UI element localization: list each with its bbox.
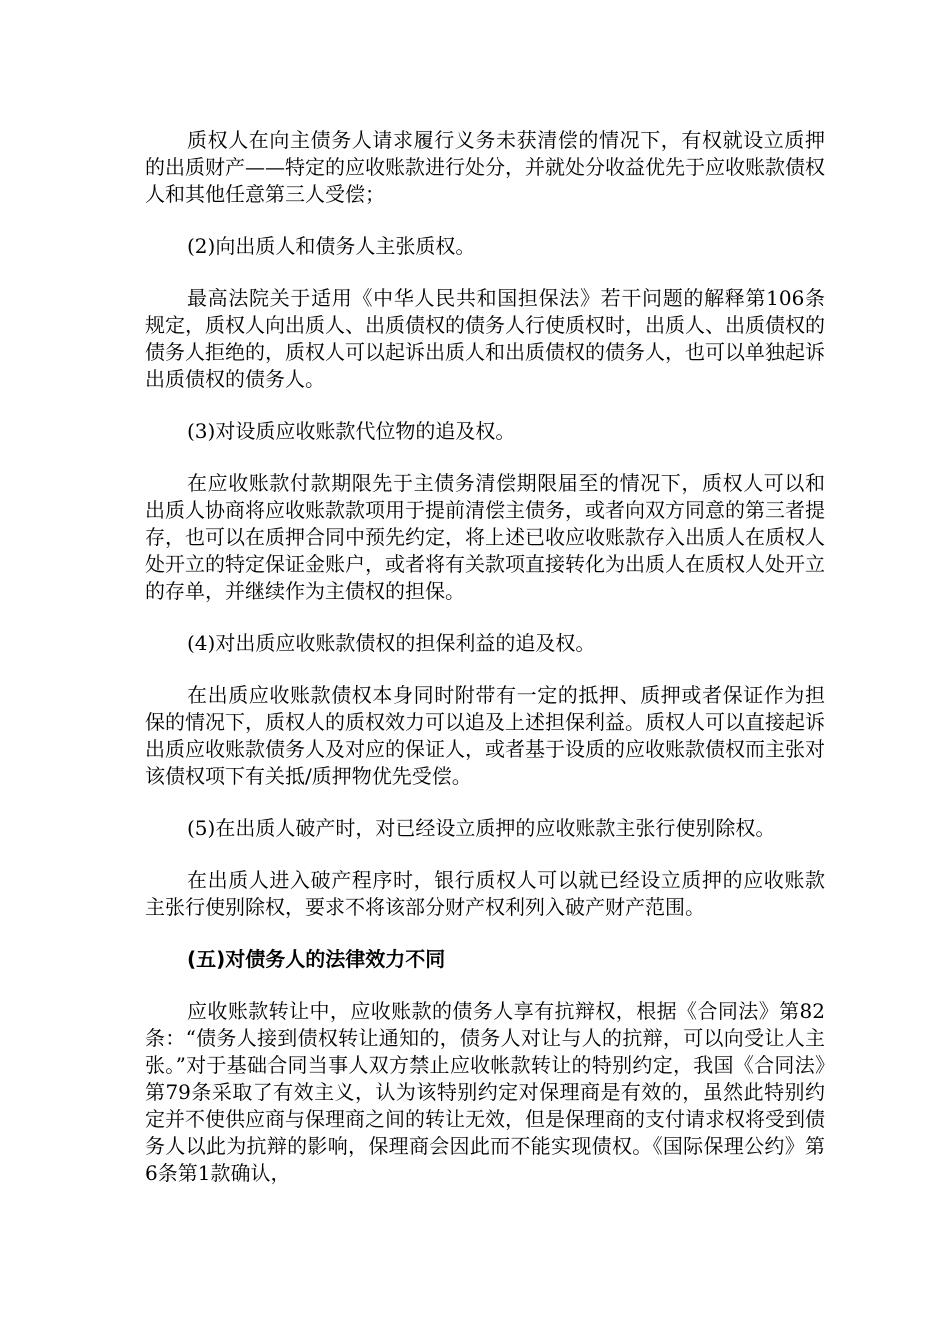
document-body — [145, 127, 825, 1212]
section-heading-5: (五)对债务人的法律效力不同 — [187, 947, 446, 971]
paragraph-payment-term-earlier: 在应收账款付款期限先于主债务清偿期限届至的情况下，质权人可以和出质人协商将应收账款款项用于提前清偿主债务，或者向双方同意的第三者提存，也可以在质押合同中预先约定，将上述已收应收账款存入出质人在质权人处开立的特定保证金账户，或者将有关款项直接转化为出质人在质权人处开立的存单，并继续作为主债权的担保。 — [145, 471, 825, 603]
paragraph-item-5: (5)在出质人破产时，对已经设立质押的应收账款主张行使别除权。 — [187, 816, 776, 840]
paragraph-item-2: (2)向出质人和债务人主张质权。 — [187, 234, 476, 258]
paragraph-item-4: (4)对出质应收账款债权的担保利益的追及权。 — [187, 631, 596, 655]
paragraph-pledgee-disposal-right: 质权人在向主债务人请求履行义务未获清偿的情况下，有权就设立质押的出质财产——特定的应收账款进行处分，并就处分收益优先于应收账款债权人和其他任意第三人受偿； — [145, 128, 825, 206]
paragraph-bankruptcy-separation-right: 在出质人进入破产程序时，银行质权人可以就已经设立质押的应收账款主张行使别除权，要求不将该部分财产权利列入破产财产范围。 — [145, 868, 825, 919]
paragraph-item-3: (3)对设质应收账款代位物的追及权。 — [187, 419, 516, 443]
paragraph-judicial-interpretation-106: 最高法院关于适用《中华人民共和国担保法》若干问题的解释第106条规定，质权人向出质人、出质债权的债务人行使质权时，出质人、出质债权的债务人拒绝的，质权人可以起诉出质人和出质债权的债务人，也可以单独起诉出质债权的债务人。 — [145, 286, 825, 391]
paragraph-security-interest-extension: 在出质应收账款债权本身同时附带有一定的抵押、质押或者保证作为担保的情况下，质权人的质权效力可以追及上述担保利益。质权人可以直接起诉出质应收账款债务人及对应的保证人，或者基于设质的应收账款债权而主张对该债权项下有关抵/质押物优先受偿。 — [145, 683, 825, 788]
paragraph-debtor-defense: 应收账款转让中，应收账款的债务人享有抗辩权，根据《合同法》第82条：“债务人接到债权转让通知的，债务人对让与人的抗辩，可以向受让人主张。”对于基础合同当事人双方禁止应收帐款转让的特别约定，我国《合同法》第79条采取了有效主义，认为该特别约定对保理商是有效的，虽然此特别约定并不使供应商与保理商之间的转让无效，但是保理商的支付请求权将受到债务人以此为抗辩的影响，保理商会因此而不能实现债权。《国际保理公约》第6条第1款确认， — [145, 999, 825, 1185]
